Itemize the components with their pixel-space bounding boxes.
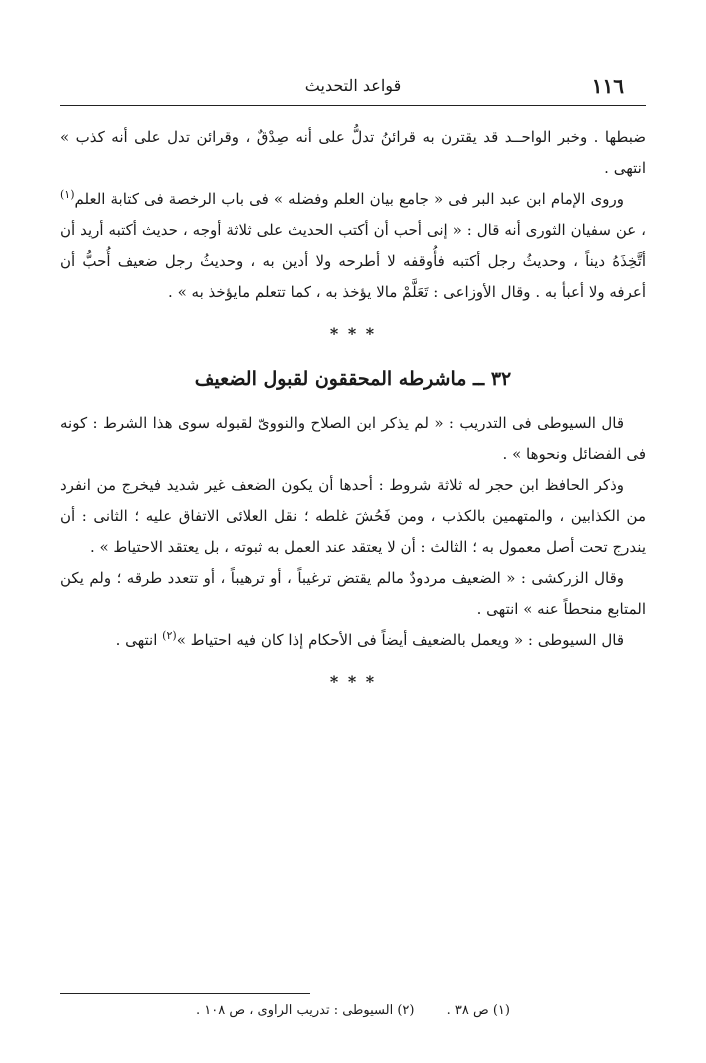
section-title: ٣٢ ــ ماشرطه المحققون لقبول الضعيف (194, 368, 512, 390)
running-title: قواعد التحديث (304, 76, 402, 95)
footnote-2: (٢) السيوطى : تدريب الراوى ، ص ١٠٨ . (196, 1003, 415, 1018)
footnote-1: (١) ص ٣٨ . (446, 1003, 510, 1018)
paragraph-3: قال السيوطى فى التدريب : « لم يذكر ابن الصلاح والنووىّ لقبوله سوى هذا الشرط : كونه فى الفضائل ونحوها » . (60, 414, 646, 463)
paragraph-6-start: قال السيوطى : « ويعمل بالضعيف أيضاً فى الأحكام إذا كان فيه احتياط » (176, 631, 624, 649)
page-number: ١١٦ (591, 74, 624, 98)
page-header (60, 74, 646, 104)
paragraph-1: ضبطها . وخبر الواحــد قد يقترن به قرائنُ تدلُّ على أنه صِدْقٌ ، وقرائن تدل على أنه كذب » انتهى . (60, 128, 646, 177)
page-body (60, 122, 646, 704)
paragraph-2-rest: ، عن سفيان الثورى أنه قال : « إنى أحب أن أكتب الحديث على ثلاثة أوجه ، حديث أكتبه أريد أن أتَّخِذَهُ ديناً ، وحديثُ رجل أكتبه فأُوقفه لا أطرحه ولا أدين به ، وحديثُ رجل ضعيف أُحبُّ أن أعرفه ولا أعبأ به . وقال الأوزاعى : تَعَلَّمْ مالا يؤخذ به ، كما تتعلم مايؤخذ به » . (60, 221, 646, 301)
footnotes (60, 1000, 646, 1022)
paragraph-5: وقال الزركشى : « الضعيف مردودٌ مالم يقتض ترغيباً ، أو ترهيباً ، أو تتعدد طرقه ؛ ولم يكن المتابع منحطاً عنه » انتهى . (60, 569, 646, 618)
paragraph-6-end: انتهى . (115, 631, 163, 649)
separator-stars-1: * * * (329, 324, 377, 343)
footnote-rule (60, 993, 310, 994)
paragraph-6 (60, 625, 646, 656)
footnote-marker-1: (١) (60, 188, 75, 201)
separator-stars-2: * * * (329, 672, 377, 691)
paragraph-4: وذكر الحافظ ابن حجر له ثلاثة شروط : أحدها أن يكون الضعف غير شديد فيخرج من انفرد من الكذابين ، والمتهمين بالكذب ، ومن فَحُشَ غلطه ؛ نقل العلائى الاتفاق عليه ؛ الثانى : أن يندرج تحت أصل معمول به ؛ الثالث : أن لا يعتقد عند العمل به ثبوته ، بل يعتقد الاحتياط » . (60, 476, 646, 556)
paragraph-2-start: وروى الإمام ابن عبد البر فى « جامع بيان العلم وفضله » فى باب الرخصة فى كتابة العلم (74, 190, 624, 208)
footnote-marker-2: (٢) (162, 629, 177, 642)
header-rule (60, 105, 646, 106)
paragraph-2 (60, 184, 646, 308)
